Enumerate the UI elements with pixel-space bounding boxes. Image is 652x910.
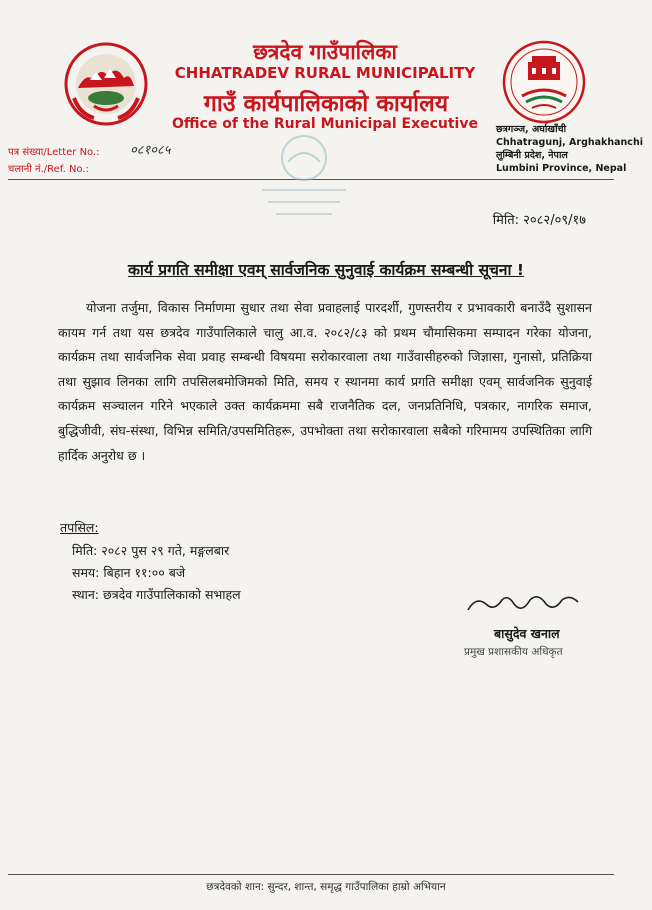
address-line-1: छत्रगञ्ज, अर्घाखाँची bbox=[496, 124, 567, 135]
signatory-title: प्रमुख प्रशासकीय अधिकृत bbox=[464, 646, 563, 658]
official-stamp-icon bbox=[248, 128, 360, 234]
nepal-emblem-icon bbox=[64, 42, 148, 126]
address-line-2: Chhatragunj, Arghakhanchi bbox=[496, 137, 643, 148]
details-date: मिति: २०८२ पुस २९ गते, मङ्गलबार bbox=[72, 543, 230, 558]
signature-icon bbox=[464, 590, 584, 620]
ref-no-label: चलानी नं./Ref. No.: bbox=[8, 164, 89, 175]
municipality-name-en: CHHATRADEV RURAL MUNICIPALITY bbox=[174, 64, 476, 82]
address-line-4: Lumbini Province, Nepal bbox=[496, 163, 627, 174]
municipality-name-np: छत्रदेव गाउँपालिका bbox=[253, 40, 397, 64]
details-time: समय: बिहान ११:०० बजे bbox=[72, 565, 186, 580]
address-line-3: लुम्बिनी प्रदेश, नेपाल bbox=[496, 150, 568, 161]
letter-no-label: पत्र संख्या/Letter No.: bbox=[8, 147, 100, 158]
office-name-en: Office of the Rural Municipal Executive bbox=[172, 116, 478, 132]
footer-slogan: छत्रदेवको शान: सुन्दर, शान्त, समृद्ध गाउँपालिका हाम्रो अभियान bbox=[206, 881, 446, 893]
notice-body: योजना तर्जुमा, विकास निर्माणमा सुधार तथा सेवा प्रवाहलाई पारदर्शी, गुणस्तरीय र प्रभावकारी बनाउँदै सुशासन कायम गर्न तथा यस छत्रदेव गाउँपालिकाले चालु आ.व. २०८२/८३ को प्रथम चौमासिकमा सम्पादन गरेका योजना, कार्यक्रम तथा सार्वजनिक सेवा प्रवाह सम्बन्धी विषयमा सरोकारवाला तथा गाउँवासीहरुको जिज्ञासा, गुनासो, प्रतिक्रिया तथा सुझाव लिनका लागि तपसिलबमोजिमको मिति, समय र स्थानमा कार्य प्रगति समीक्षा एवम् सार्वजनिक सुनुवाई कार्यक्रम सञ्चालन गरिने भएकाले उक्त कार्यक्रममा सबै राजनैतिक दल, जनप्रतिनिधि, पत्रकार, नागरिक समाज, बुद्धिजीवी, संघ-संस्था, विभिन्न समिति/उपसमितिहरू, उपभोक्ता तथा सरोकारवाला सबैको गरिमामय उपस्थितिका लागि हार्दिक अनुरोध छ । bbox=[58, 300, 592, 463]
footer-divider bbox=[8, 874, 614, 875]
signatory-name: बासुदेव खनाल bbox=[494, 626, 560, 641]
issue-date: मिति: २०८२/०९/१७ bbox=[492, 213, 586, 228]
notice-subject: कार्य प्रगति समीक्षा एवम् सार्वजनिक सुनुवाई कार्यक्रम सम्बन्धी सूचना ! bbox=[128, 261, 524, 279]
office-name-np: गाउँ कार्यपालिकाको कार्यालय bbox=[203, 91, 449, 117]
details-venue: स्थान: छत्रदेव गाउँपालिकाको सभाहल bbox=[72, 587, 241, 602]
municipality-logo-icon bbox=[502, 40, 586, 124]
letter-no-value: ०८१०८५ bbox=[130, 143, 171, 158]
details-label: तपसिल: bbox=[60, 520, 99, 535]
